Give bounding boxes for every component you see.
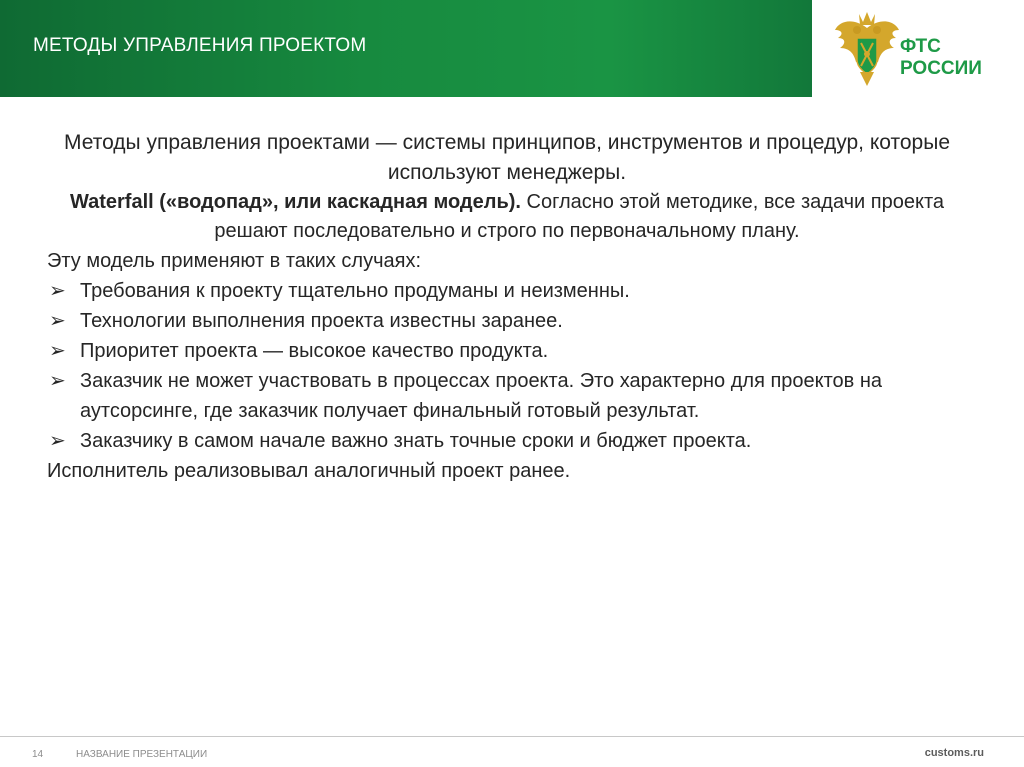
logo-text-line1: ФТС (900, 36, 941, 57)
list-item (47, 276, 967, 306)
logo (812, 0, 1024, 97)
slide-body (47, 128, 967, 486)
footer (0, 736, 1024, 767)
site-link[interactable]: customs.ru (924, 747, 984, 759)
list-item (47, 426, 967, 456)
page-number: 14 (32, 749, 44, 760)
slide-title: МЕТОДЫ УПРАВЛЕНИЯ ПРОЕКТОМ (33, 35, 367, 56)
logo-text-line2: РОССИИ (900, 58, 982, 79)
arrow-bullet-icon: ➢ (49, 370, 66, 392)
list-item-text: Технологии выполнения проекта известны заранее. (80, 310, 563, 332)
waterfall-description: Согласно этой методике, все задачи проекта решают последовательно и строго по первоначальному плану. (214, 191, 945, 242)
logo-text (900, 36, 982, 80)
list-item-text: Заказчик не может участвовать в процессах проекта. Это характерно для проектов на аутсорсинге, где заказчик получает финальный готовый результат. (80, 370, 883, 422)
closing-line: Исполнитель реализовывал аналогичный проект ранее. (47, 460, 571, 482)
arrow-bullet-icon: ➢ (49, 280, 66, 302)
list-item (47, 336, 967, 366)
cases-list (47, 276, 967, 456)
double-headed-eagle-emblem-icon (832, 8, 902, 90)
arrow-bullet-icon: ➢ (49, 340, 66, 362)
intro-paragraph: Методы управления проектами — системы принципов, инструментов и процедур, которые используют менеджеры. (63, 131, 950, 184)
arrow-bullet-icon: ➢ (49, 430, 66, 452)
header-bar (0, 0, 812, 97)
waterfall-paragraph (47, 188, 967, 246)
list-item (47, 306, 967, 336)
cases-intro: Эту модель применяют в таких случаях: (47, 250, 421, 272)
list-item (47, 366, 967, 426)
waterfall-term: Waterfall («водопад», или каскадная модель). (69, 191, 521, 213)
list-item-text: Приоритет проекта — высокое качество продукта. (80, 340, 549, 362)
presentation-name: НАЗВАНИЕ ПРЕЗЕНТАЦИИ (76, 749, 208, 760)
list-item-text: Требования к проекту тщательно продуманы и неизменны. (80, 280, 630, 302)
list-item-text: Заказчику в самом начале важно знать точные сроки и бюджет проекта. (80, 430, 752, 452)
arrow-bullet-icon: ➢ (49, 310, 66, 332)
